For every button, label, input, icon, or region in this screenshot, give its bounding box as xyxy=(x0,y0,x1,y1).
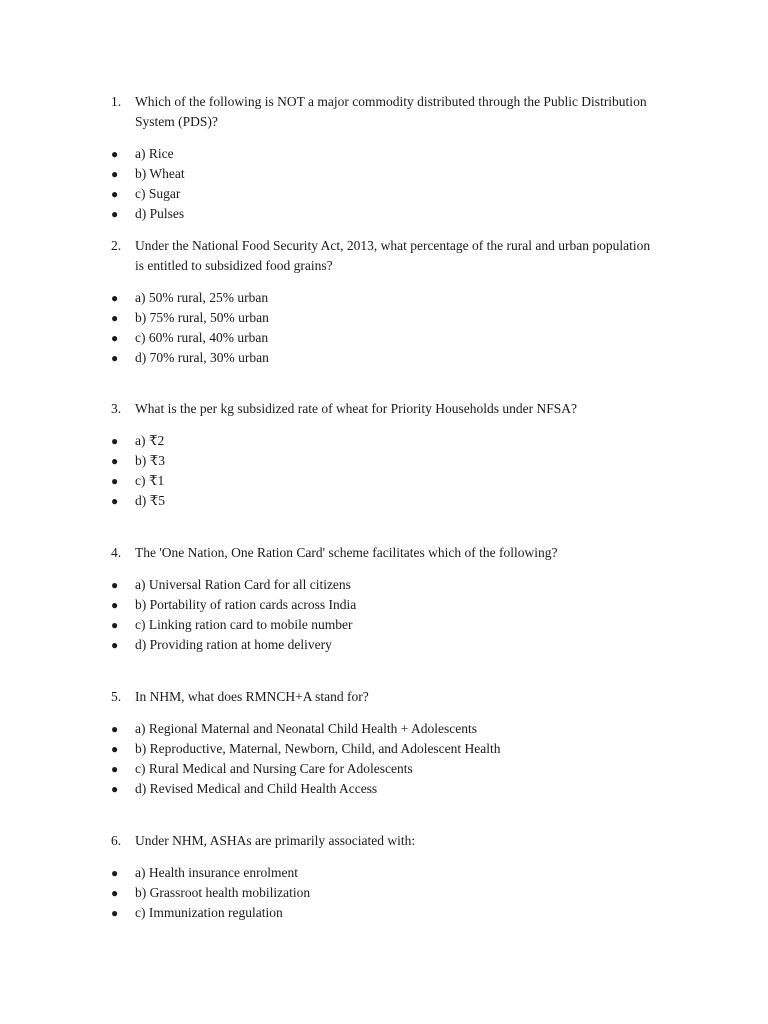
question-text: The 'One Nation, One Ration Card' scheme facilitates which of the following? xyxy=(135,545,558,560)
option-text: c) 60% rural, 40% urban xyxy=(135,330,269,345)
question-stem xyxy=(111,236,651,276)
option-text: d) Pulses xyxy=(135,206,185,221)
option-item xyxy=(111,575,651,595)
question-2 xyxy=(111,236,651,368)
option-item xyxy=(111,288,651,308)
option-text: a) 50% rural, 25% urban xyxy=(135,290,269,305)
question-number: 2. xyxy=(111,238,122,253)
bullet-icon: ● xyxy=(111,434,119,448)
option-text: c) Linking ration card to mobile number xyxy=(135,617,353,632)
bullet-icon: ● xyxy=(111,762,119,776)
question-stem xyxy=(111,831,651,851)
bullet-icon: ● xyxy=(111,866,119,880)
option-item xyxy=(111,903,651,923)
bullet-icon: ● xyxy=(111,291,119,305)
option-item xyxy=(111,328,651,348)
option-item xyxy=(111,144,651,164)
question-text: Which of the following is NOT a major commodity distributed through the Public Distribution System (PDS)? xyxy=(135,94,647,129)
question-5 xyxy=(111,687,651,799)
option-item xyxy=(111,164,651,184)
option-text: a) Regional Maternal and Neonatal Child Health + Adolescents xyxy=(135,721,478,736)
question-number: 1. xyxy=(111,94,122,109)
option-text: b) 75% rural, 50% urban xyxy=(135,310,269,325)
option-text: a) Health insurance enrolment xyxy=(135,865,299,880)
option-item xyxy=(111,471,651,491)
bullet-icon: ● xyxy=(111,351,119,365)
option-list xyxy=(111,863,651,923)
bullet-icon: ● xyxy=(111,742,119,756)
option-text: b) Portability of ration cards across India xyxy=(135,597,357,612)
bullet-icon: ● xyxy=(111,207,119,221)
question-text: What is the per kg subsidized rate of wheat for Priority Households under NFSA? xyxy=(135,401,578,416)
option-list xyxy=(111,431,651,511)
option-text: d) Providing ration at home delivery xyxy=(135,637,332,652)
option-text: c) ₹1 xyxy=(135,473,165,488)
option-item xyxy=(111,739,651,759)
option-item xyxy=(111,615,651,635)
option-list xyxy=(111,288,651,368)
question-number: 6. xyxy=(111,833,122,848)
question-number: 3. xyxy=(111,401,122,416)
option-item xyxy=(111,491,651,511)
option-item xyxy=(111,348,651,368)
option-item xyxy=(111,451,651,471)
question-text: Under NHM, ASHAs are primarily associated with: xyxy=(135,833,416,848)
option-item xyxy=(111,719,651,739)
option-item xyxy=(111,883,651,903)
bullet-icon: ● xyxy=(111,886,119,900)
option-item xyxy=(111,595,651,615)
question-text: In NHM, what does RMNCH+A stand for? xyxy=(135,689,369,704)
bullet-icon: ● xyxy=(111,906,119,920)
question-3 xyxy=(111,399,651,511)
option-text: a) Universal Ration Card for all citizens xyxy=(135,577,351,592)
bullet-icon: ● xyxy=(111,147,119,161)
question-6 xyxy=(111,831,651,923)
bullet-icon: ● xyxy=(111,782,119,796)
bullet-icon: ● xyxy=(111,454,119,468)
option-text: b) Wheat xyxy=(135,166,185,181)
bullet-icon: ● xyxy=(111,578,119,592)
bullet-icon: ● xyxy=(111,187,119,201)
option-text: b) Reproductive, Maternal, Newborn, Child, and Adolescent Health xyxy=(135,741,501,756)
option-item xyxy=(111,204,651,224)
question-number: 4. xyxy=(111,545,122,560)
option-list xyxy=(111,575,651,655)
question-stem xyxy=(111,543,651,563)
bullet-icon: ● xyxy=(111,598,119,612)
option-text: b) Grassroot health mobilization xyxy=(135,885,311,900)
bullet-icon: ● xyxy=(111,331,119,345)
question-1 xyxy=(111,92,651,224)
bullet-icon: ● xyxy=(111,474,119,488)
bullet-icon: ● xyxy=(111,311,119,325)
option-text: c) Rural Medical and Nursing Care for Adolescents xyxy=(135,761,413,776)
option-text: a) Rice xyxy=(135,146,174,161)
option-item xyxy=(111,431,651,451)
question-text: Under the National Food Security Act, 2013, what percentage of the rural and urban population is entitled to subsidized food grains? xyxy=(135,238,651,273)
option-item xyxy=(111,308,651,328)
question-4 xyxy=(111,543,651,655)
bullet-icon: ● xyxy=(111,638,119,652)
option-text: b) ₹3 xyxy=(135,453,165,468)
question-number: 5. xyxy=(111,689,122,704)
option-text: c) Immunization regulation xyxy=(135,905,283,920)
bullet-icon: ● xyxy=(111,167,119,181)
option-text: d) Revised Medical and Child Health Access xyxy=(135,781,378,796)
question-stem xyxy=(111,687,651,707)
option-list xyxy=(111,719,651,799)
option-text: d) ₹5 xyxy=(135,493,165,508)
option-text: a) ₹2 xyxy=(135,433,165,448)
option-item xyxy=(111,759,651,779)
option-text: c) Sugar xyxy=(135,186,181,201)
option-item xyxy=(111,184,651,204)
option-item xyxy=(111,863,651,883)
bullet-icon: ● xyxy=(111,494,119,508)
bullet-icon: ● xyxy=(111,722,119,736)
option-item xyxy=(111,779,651,799)
option-text: d) 70% rural, 30% urban xyxy=(135,350,269,365)
question-stem xyxy=(111,399,651,419)
bullet-icon: ● xyxy=(111,618,119,632)
option-list xyxy=(111,144,651,224)
question-stem xyxy=(111,92,651,132)
option-item xyxy=(111,635,651,655)
